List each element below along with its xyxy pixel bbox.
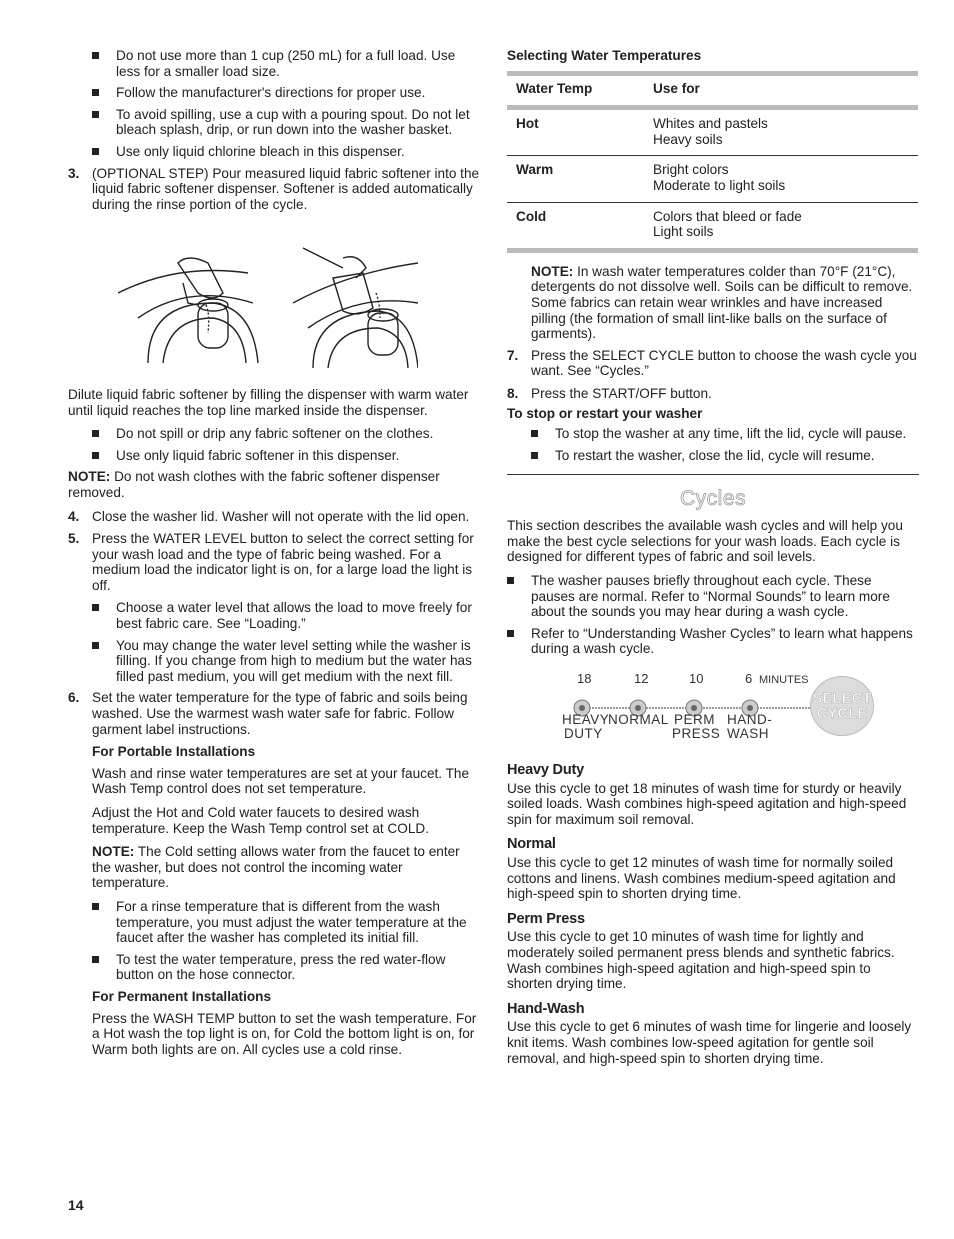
- table-header: Use for: [653, 80, 700, 96]
- portable-paragraph: Wash and rinse water temperatures are set at your faucet. The Wash Temp control does not set temperature.: [92, 765, 470, 797]
- step-number: 4.: [68, 508, 80, 524]
- water-level-bullet: Choose a water level that allows the load to move freely for best fabric care. See “Loading.”: [92, 600, 482, 631]
- cycles-bullet: The washer pauses briefly throughout each cycle. These pauses are normal. Refer to “Normal Sounds” to learn more about the sounds you may hear during a wash cycle.: [507, 573, 919, 620]
- note-text: Do not wash clothes with the fabric softener dispenser removed.: [68, 469, 440, 500]
- cycle-description: Use this cycle to get 12 minutes of wash time for normally soiled cottons and linens. Wash combines medium-speed agitation and high-speed spin to shorten drying time.: [507, 855, 896, 902]
- portable-paragraph: Adjust the Hot and Cold water faucets to desired wash temperature. Keep the Wash Temp control set at COLD.: [92, 805, 429, 836]
- step-text: Press the START/OFF button.: [531, 385, 712, 401]
- step-7: [507, 348, 919, 379]
- step-8: [507, 386, 919, 402]
- step-number: 7.: [507, 347, 519, 363]
- cycle-label: PERM: [674, 712, 716, 728]
- portable-bullet: For a rinse temperature that is different from the wash temperature, you must adjust the water temperature at the faucet after the washer has completed its initial fill.: [92, 899, 482, 946]
- cycle-label: HAND-: [727, 712, 773, 728]
- stop-bullet: To stop the washer at any time, lift the lid, cycle will pause.: [531, 426, 919, 442]
- table-header-row: [507, 71, 918, 111]
- note-text: The Cold setting allows water from the faucet to enter the washer, but does not control the incoming water temperature.: [92, 844, 460, 891]
- page-number: 14: [68, 1197, 84, 1213]
- stop-heading: To stop or restart your washer: [507, 405, 703, 421]
- step-6: [68, 690, 482, 737]
- step-text: Close the washer lid. Washer will not operate with the lid open.: [92, 508, 470, 524]
- bleach-bullet: Use only liquid chlorine bleach in this dispenser.: [92, 144, 482, 160]
- minutes-value: 18: [577, 671, 592, 687]
- note-softener: [68, 469, 482, 500]
- step-text: Press the SELECT CYCLE button to choose the wash cycle you want. See “Cycles.”: [531, 347, 917, 379]
- minutes-value: 6: [745, 671, 753, 687]
- use-line: Light soils: [653, 224, 714, 240]
- cycle-heading: Perm Press: [507, 910, 585, 927]
- step-text: (OPTIONAL STEP) Pour measured liquid fabric softener into the liquid fabric softener dispenser. Softener is added automatically during the rinse portion of the cycle.: [92, 165, 480, 212]
- portable-bullet: To test the water temperature, press the red water-flow button on the hose connector.: [92, 952, 482, 983]
- water-temp-table: [507, 71, 918, 253]
- table-row: [507, 110, 918, 156]
- cycle-label: PRESS: [672, 726, 721, 742]
- right-column: [507, 48, 919, 1066]
- step-text: Set the water temperature for the type of fabric and soils being washed. Use the warmest wash water safe for fabric. Follow garment label instructions.: [92, 690, 468, 737]
- step-number: 8.: [507, 385, 519, 401]
- cycle-label: DUTY: [564, 726, 603, 742]
- cycle-heading: Heavy Duty: [507, 762, 584, 779]
- table-title: Selecting Water Temperatures: [507, 48, 702, 63]
- softener-bullet: Do not spill or drip any fabric softener on the clothes.: [92, 426, 482, 442]
- step-text: Press the WATER LEVEL button to select the correct setting for your wash load and the type of fabric being washed. For a medium load the indicator light is on, for a large load the light is off.: [92, 531, 474, 593]
- note-cold: [92, 844, 482, 891]
- step-3: [68, 166, 482, 213]
- step-number: 3.: [68, 165, 80, 181]
- step-number: 5.: [68, 531, 80, 547]
- button-label: SELECT: [812, 690, 872, 708]
- step-4: [68, 509, 482, 525]
- note-text: In wash water temperatures colder than 70°F (21°C), detergents do not dissolve well. Soils can be difficult to remove. Some fabrics can retain wear wrinkles and have increased pilling (the formation of small lint-like balls on the surface of garments).: [531, 263, 913, 342]
- table-cell-use: [653, 116, 918, 147]
- note-label: NOTE:: [531, 263, 574, 279]
- note-label: NOTE:: [68, 469, 111, 485]
- use-line: Colors that bleed or fade: [653, 208, 802, 224]
- note-label: NOTE:: [92, 844, 135, 860]
- cycle-description: Use this cycle to get 10 minutes of wash time for lightly and moderately soiled permanent press blends and synthetic fabrics. Wash combines high-speed agitation and high-speed spin to shorten drying time.: [507, 929, 895, 992]
- cycle-description: Use this cycle to get 18 minutes of wash time for sturdy or heavily soiled loads. Wash combines high-speed agitation and high-speed spin for maximum soil removal.: [507, 780, 907, 827]
- minutes-label: MINUTES: [759, 674, 809, 687]
- left-column: [68, 48, 482, 1065]
- table-row: [507, 203, 918, 253]
- table-cell-temp: Warm: [516, 162, 554, 178]
- cycle-description: Use this cycle to get 6 minutes of wash time for lingerie and loosely knit items. Wash combines low-speed agitation for gentle soil removal, and high-speed spin to shorten drying time.: [507, 1019, 912, 1066]
- cycles-bullet: Refer to “Understanding Washer Cycles” to learn what happens during a wash cycle.: [507, 626, 919, 657]
- button-label: CYCLE: [816, 705, 868, 723]
- minutes-value: 10: [689, 671, 704, 687]
- section-divider: [507, 474, 919, 475]
- table-row: [507, 156, 918, 202]
- use-line: Heavy soils: [653, 131, 723, 147]
- cycle-heading: Hand-Wash: [507, 1000, 585, 1017]
- cycle-heading: Normal: [507, 836, 556, 853]
- permanent-heading: For Permanent Installations: [92, 988, 272, 1004]
- table-cell-temp: Cold: [516, 208, 547, 224]
- cycle-label: NORMAL: [608, 712, 669, 728]
- use-line: Bright colors: [653, 162, 729, 178]
- table-cell-temp: Hot: [516, 116, 539, 132]
- bleach-bullet: To avoid spilling, use a cup with a pouring spout. Do not let bleach splash, drip, or run down into the washer basket.: [92, 107, 482, 138]
- cycle-control-panel: [507, 663, 919, 753]
- note-temperature: [531, 264, 919, 342]
- dilute-instructions: Dilute liquid fabric softener by filling the dispenser with warm water until liquid reaches the top line marked inside the dispenser.: [68, 386, 469, 418]
- table-cell-use: [653, 209, 918, 240]
- bleach-bullet: Follow the manufacturer's directions for proper use.: [92, 85, 482, 101]
- softener-bullet: Use only liquid fabric softener in this dispenser.: [92, 448, 482, 464]
- cycles-title: Cycles: [679, 487, 746, 511]
- step-5: [68, 531, 482, 593]
- cycles-intro: This section describes the available wash cycles and will help you make the best cycle selections for your wash loads. Each cycle is designed for different types of fabric and soil levels.: [507, 518, 903, 565]
- stop-bullet: To restart the washer, close the lid, cycle will resume.: [531, 448, 919, 464]
- table-cell-use: [653, 162, 918, 193]
- fabric-softener-illustration: [118, 233, 418, 373]
- use-line: Whites and pastels: [653, 116, 768, 132]
- table-header: Water Temp: [516, 80, 593, 96]
- water-level-bullet: You may change the water level setting while the washer is filling. If you change from high to medium but the water has filled past medium, you will get medium with the next fill.: [92, 638, 482, 685]
- minutes-value: 12: [634, 671, 649, 687]
- cycle-label: WASH: [727, 726, 769, 742]
- bleach-bullet: Do not use more than 1 cup (250 mL) for a full load. Use less for a smaller load size.: [92, 48, 482, 79]
- permanent-paragraph: Press the WASH TEMP button to set the wash temperature. For a Hot wash the top light is on, for Cold the bottom light is on, for Warm both lights are on. All cycles use a cold rinse.: [92, 1010, 477, 1057]
- cycle-label: HEAVY: [562, 712, 610, 728]
- portable-heading: For Portable Installations: [92, 744, 256, 760]
- step-number: 6.: [68, 690, 80, 706]
- use-line: Moderate to light soils: [653, 177, 786, 193]
- select-cycle-button[interactable]: [810, 676, 874, 736]
